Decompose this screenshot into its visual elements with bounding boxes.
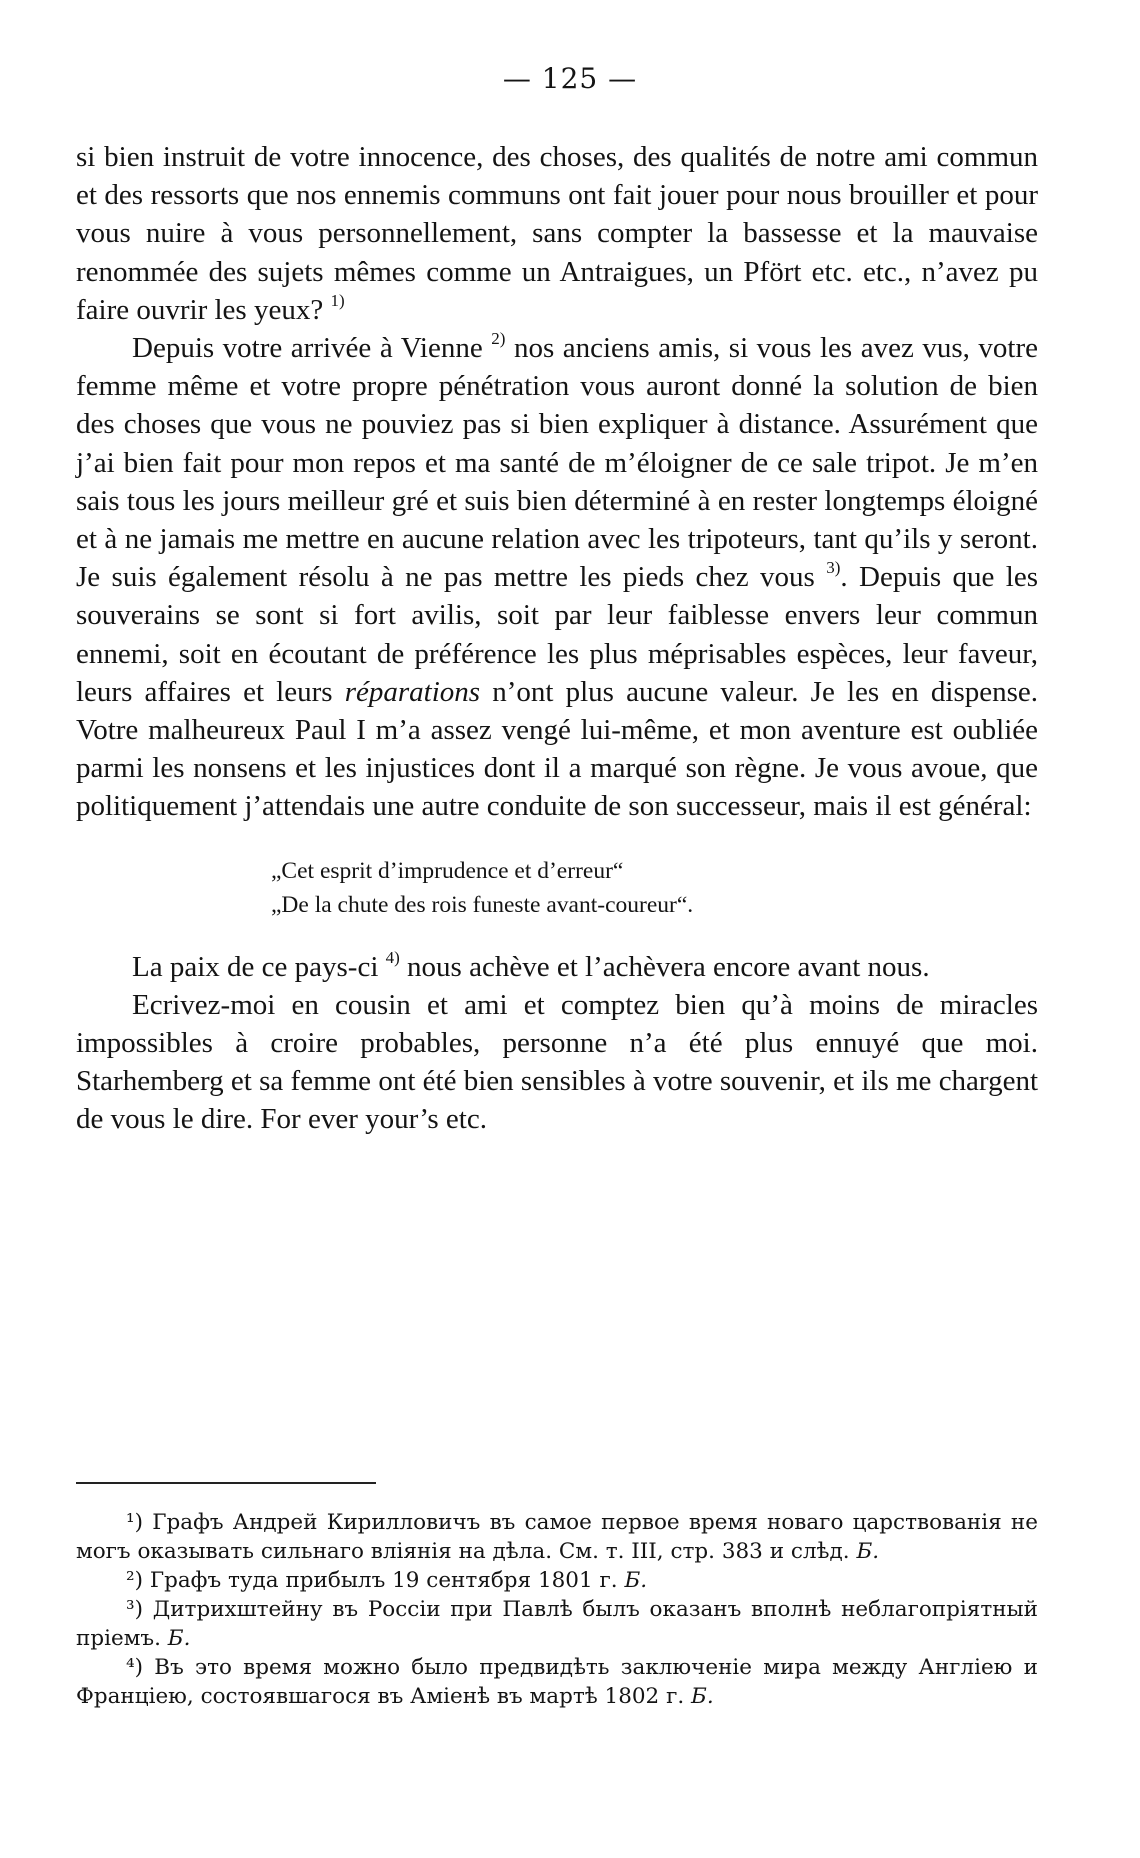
paragraph-3: La paix de ce pays-ci $^{4)}$ nous achève et l’achèvera encore avant nous. [132,947,930,983]
quote-line-1: „Cet esprit d’imprudence et d’erreur“ [271,857,624,884]
footnote-2: ²) Графъ туда прибылъ 19 сентября 1801 г. Б. [126,1568,648,1593]
footnote-1: ¹) Графъ Андрей Кирилловичъ въ самое первое время новаго царствованія не могъ оказывать сильнаго вліянія на дѣла. См. т. III, стр. 383 и слѣд. Б. [76,1510,1038,1564]
footnote-divider [76,1482,376,1484]
paragraph-2: Depuis votre arrivée à Vienne $^{2)}$ nos anciens amis, si vous les avez vus, votre femme même et votre propre pénétration vous auront donné la solution de bien des choses que vous ne pouviez pas si bien expliquer à distance. Assurément que j’ai bien fait pour mon repos et ma santé de m’éloigner de ce sale tripot. Je m’en sais tous les jours meilleur gré et suis bien déterminé à en rester longtemps éloigné et à ne jamais me mettre en aucune relation avec les tripoteurs, tant qu’ils y seront. Je suis également résolu à ne pas mettre les pieds chez vous $^{3)}$. Depuis que les souverains se sont si fort avilis, soit par leur faiblesse envers leur commun ennemi, soit en écoutant de préférence les plus méprisables espèces, leur faveur, leurs affaires et leurs réparations n’ont plus aucune valeur. Je les en dispense. Votre malheureux Paul I m’a assez vengé lui-même, et mon aventure est oubliée parmi les nonsens et les injustices dont il a marqué son règne. Je vous avoue, que politiquement j’attendais une autre conduite de son successeur, mais il est général: [76,329,1039,823]
footnote-ref-4: 4) [385,947,400,967]
footnote-4: ⁴) Въ это время можно было предвидѣть заключеніе мира между Англіею и Франціею, состоявшагося въ Аміенѣ въ мартѣ 1802 г. Б. [76,1655,1038,1709]
footnote-ref-1: 1) [330,290,345,310]
quote-line-2: „De la chute des rois funeste avant-coureur“. [271,891,694,918]
footnote-ref-3: 3) [826,558,841,578]
paragraph-4: Ecrivez-moi en cousin et ami et comptez bien qu’à moins de miracles impossibles à croire probables, personne n’a été plus ennuyé que moi. Starhemberg et sa femme ont été bien sensibles à votre souvenir, et ils me chargent de vous le dire. For ever your’s etc. [76,988,1038,1136]
italic-word: réparations [344,675,481,708]
main-text [76,138,1038,1139]
footnote-ref-2: 2) [491,329,506,349]
verse-quote [271,854,1038,922]
footnote-3: ³) Дитрихштейну въ Россіи при Павлѣ былъ оказанъ вполнѣ неблагопріятный пріемъ. Б. [76,1597,1038,1651]
page-number: — 125 — [502,62,638,95]
paragraph-1: si bien instruit de votre innocence, des choses, des qualités de notre ami commun et des ressorts que nos ennemis communs ont fait jouer pour nous brouiller et pour vous nuire à vous personnellement, sans compter la bassesse et la mauvaise renommée des sujets mêmes comme un Antraigues, un Pfört etc. etc., n’avez pu faire ouvrir les yeux? $^{1)}$ [76,141,1038,326]
footnotes [76,1508,1038,1711]
